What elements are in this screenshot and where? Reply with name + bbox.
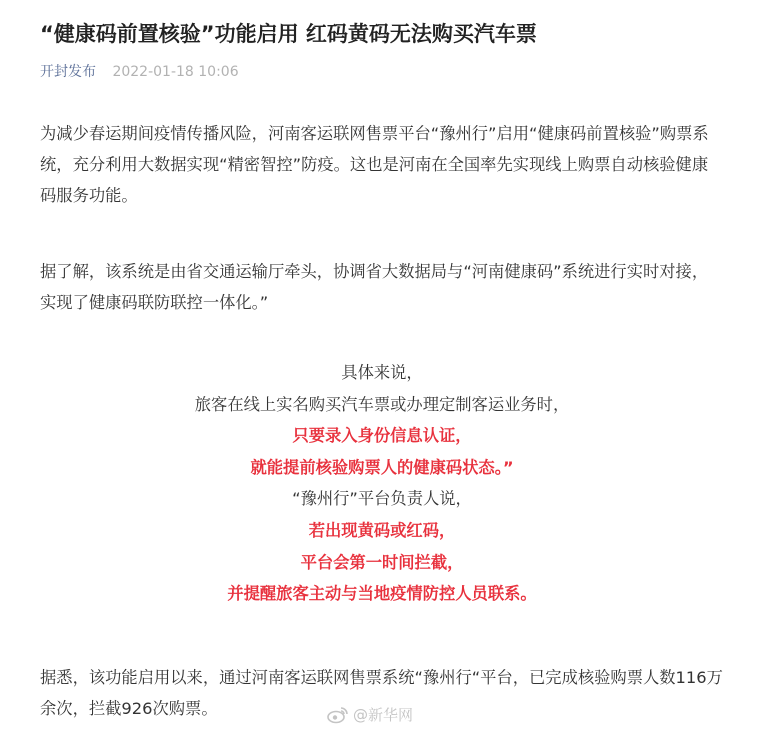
watermark	[327, 704, 413, 730]
quote-block	[40, 357, 724, 610]
quote-line-highlight: 就能提前核验购票人的健康码状态。”	[250, 457, 514, 477]
publish-date: 2022-01-18 10:06	[112, 64, 239, 80]
watermark-text: @新华网	[353, 706, 414, 724]
quote-line-highlight: 平台会第一时间拦截，	[300, 552, 464, 572]
quote-line-highlight: 只要录入身份信息认证，	[292, 426, 472, 446]
quote-line-highlight: 若出现黄码或红码，	[308, 520, 456, 540]
source-link[interactable]: 开封发布	[40, 64, 96, 80]
paragraph-details: 据了解，该系统是由省交通运输厅牵头，协调省大数据局与“河南健康码”系统进行实时对接，实现了健康码联防联控一体化。”	[40, 262, 709, 312]
quote-line-highlight: 并提醒旅客主动与当地疫情防控人员联系。	[227, 584, 537, 604]
paragraph-result: 据悉，该功能启用以来，通过河南客运联网售票系统“豫州行“平台，已完成核验购票人数116万余次，拦截926次购票。	[40, 668, 723, 718]
paragraph-intro: 为减少春运期间疫情传播风险，河南客运联网售票平台“豫州行”启用“健康码前置核验”购票系统，充分利用大数据实现“精密智控”防疫。这也是河南在全国率先实现线上购票自动核验健康码服务功能。	[40, 124, 709, 205]
quote-line: 旅客在线上实名购买汽车票或办理定制客运业务时，	[194, 394, 570, 414]
article-title: “健康码前置核验”功能启用 红码黄码无法购买汽车票	[40, 22, 537, 46]
weibo-icon	[327, 706, 349, 730]
quote-line: 具体来说，	[341, 363, 423, 382]
quote-line: “豫州行”平台负责人说，	[292, 489, 472, 509]
article-meta	[40, 62, 239, 82]
